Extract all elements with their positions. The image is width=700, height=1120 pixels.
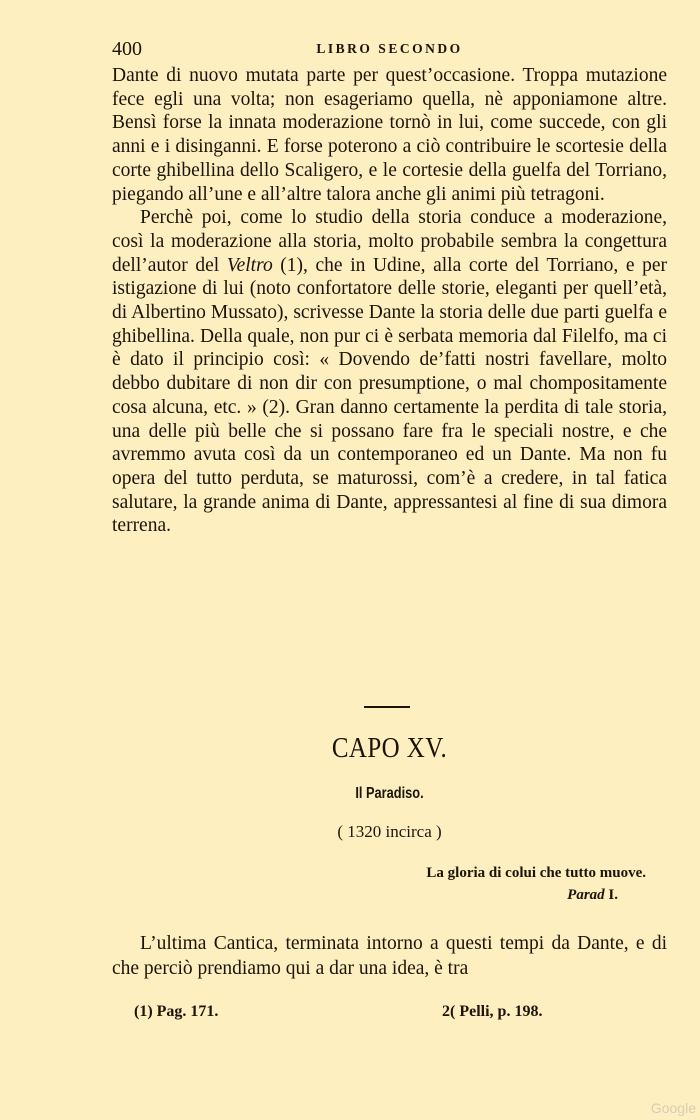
footnotes xyxy=(112,1003,667,1027)
epigraph-canto: I. xyxy=(604,887,618,903)
page-header xyxy=(112,38,667,66)
footnote-1: (1) Pag. 171. xyxy=(134,1003,219,1020)
watermark: Google xyxy=(650,1100,696,1116)
chapter-date: ( 1320 incirca ) xyxy=(337,822,442,841)
epigraph-quote: La gloria di colui che tutto muove. xyxy=(426,865,646,881)
paragraph: Dante di nuovo mutata parte per quest’occasione. Troppa mutazione fece egli una volta; non esageriamo quella, nè apponiamone altre. Bensì forse la innata moderazione tornò in lui, come succede, con gli anni e i disinganni. E forse poterono a ciò contribuire le scortesie della corte ghibellina dello Scaligero, e le cortesie della guelfa del Torriano, piegando all’une e all’altre talora anche gli animi più tetragoni. xyxy=(112,65,667,205)
footnote-2: 2( Pelli, p. 198. xyxy=(442,1003,543,1020)
page-number: 400 xyxy=(112,38,142,60)
chapter-intro xyxy=(112,932,667,981)
text-run: Perchè poi, come lo studio della storia conduce a moderazione, così la moderazione alla storia, molto probabile sembra la congettura dell’autor del xyxy=(112,207,667,276)
chapter-title: CAPO XV. xyxy=(331,732,448,764)
paragraph: L’ultima Cantica, terminata intorno a questi tempi da Dante, e di che perciò prendiamo qui a dar una idea, è tra xyxy=(112,933,667,979)
paragraph xyxy=(112,206,667,538)
italic-title: Veltro xyxy=(226,254,273,276)
epigraph xyxy=(426,862,646,906)
epigraph-work: Parad xyxy=(567,887,605,903)
epigraph-source xyxy=(426,884,646,906)
chapter-subtitle: Il Paradiso. xyxy=(355,785,424,802)
section-divider xyxy=(364,706,410,708)
text-run: (1), che in Udine, alla corte del Torriano, e per istigazione di lui (noto confortatore delle storie, eleganti per quell’età, di Albertino Mussato), scrivesse Dante la storia delle due parti guelfa e ghibellina. Della quale, non pur ci è serbata memoria dal Filelfo, ma ci è dato il principio così: « Dovendo de’fatti nostri favellare, molto debbo dubitare di non dir con presumptione, o mal chompositamente cosa alcuna, etc. » (2). Gran danno certamente la perdita di tale storia, una delle più belle che si possano fare fra le speciali nostre, e che avremmo avuta così da un contemporaneo ed un Dante. Ma non fu opera del tutto perduta, se maturossi, com’è a credere, in tal fatica salutare, la grande anima di Dante, appressantesi al fine di sua dimora terrena. xyxy=(112,254,668,537)
main-text xyxy=(112,64,667,538)
running-head: LIBRO SECONDO xyxy=(316,41,463,56)
